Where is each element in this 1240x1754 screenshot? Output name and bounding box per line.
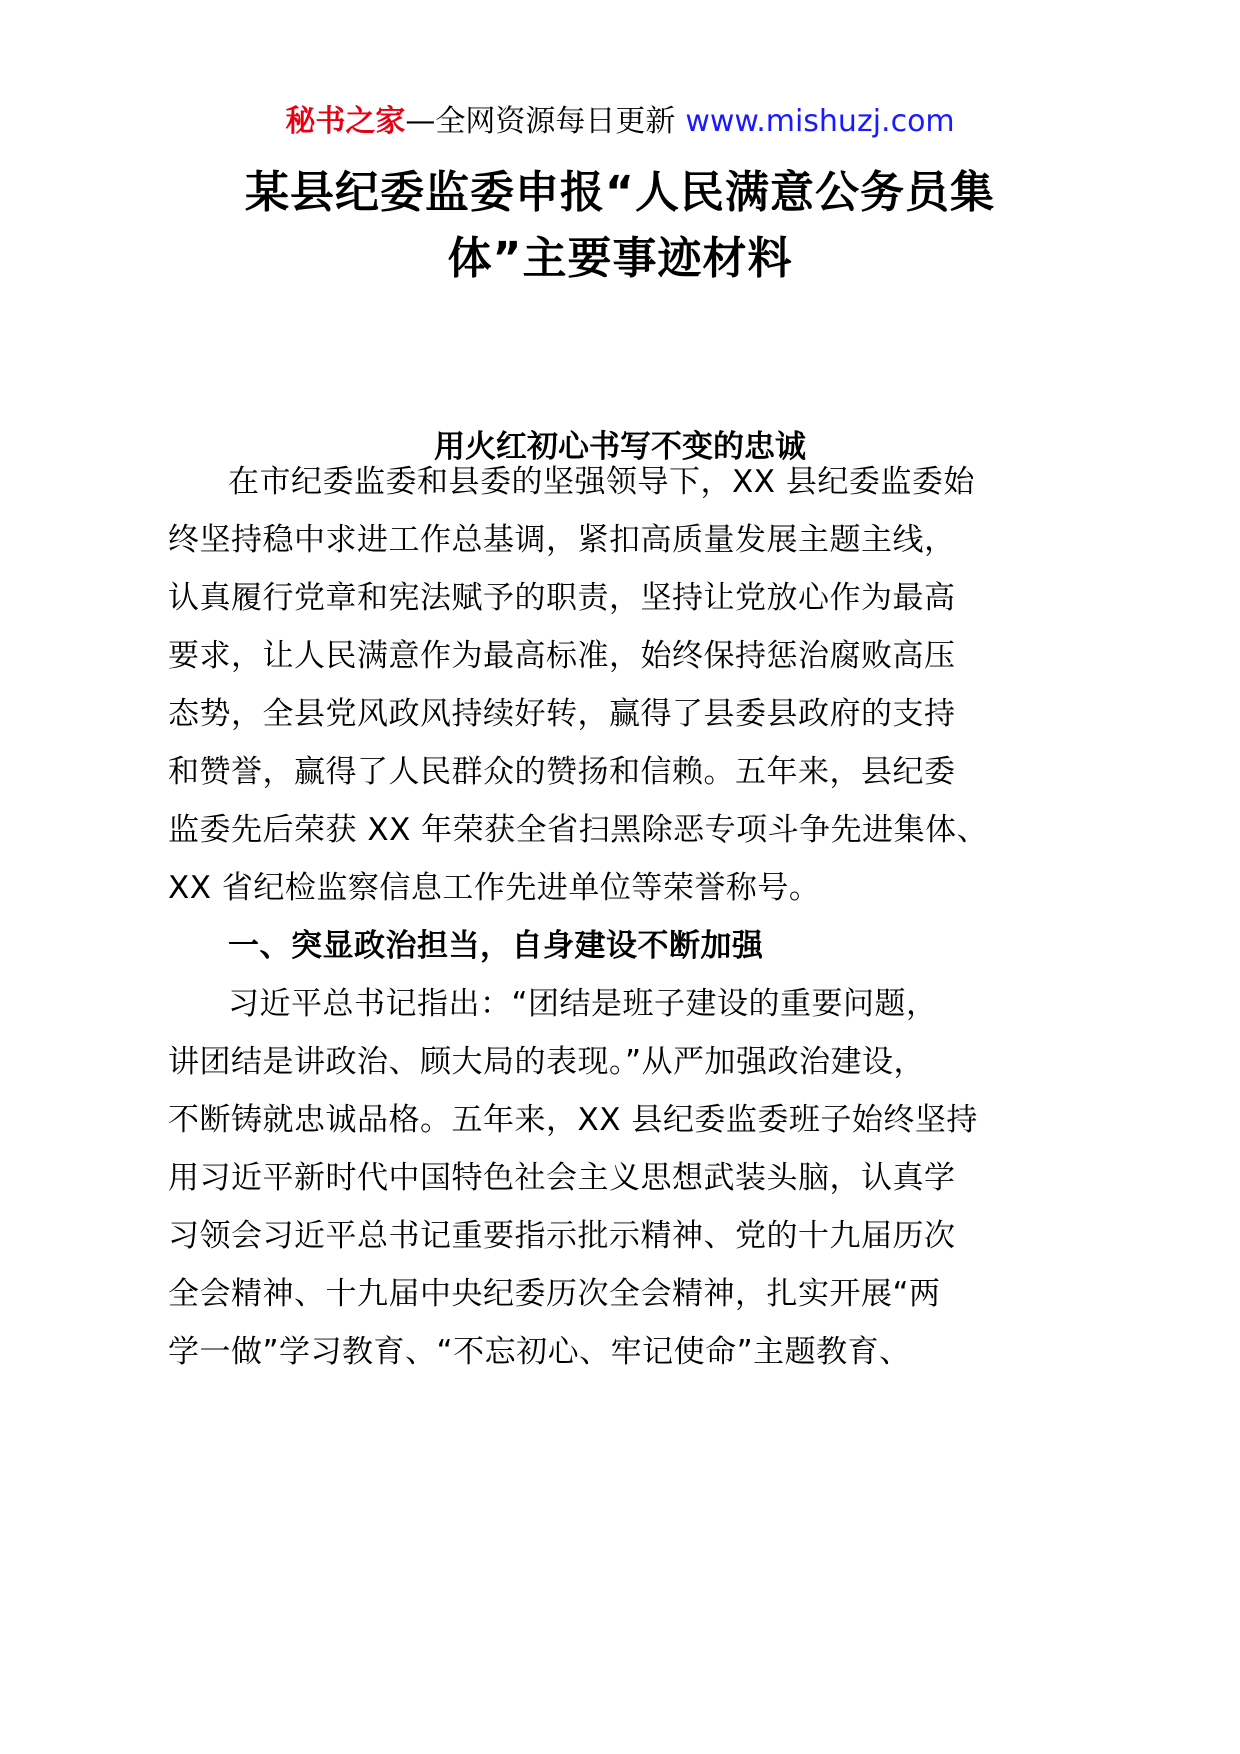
body-line: 要求，让人民满意作为最高标准，始终保持惩治腐败高压 — [168, 638, 956, 674]
body-line: 用习近平新时代中国特色社会主义思想武装头脑，认真学 — [168, 1160, 956, 1196]
title-line-1: 某县纪委监委申报“人民满意公务员集 — [245, 167, 995, 218]
body-line: 监委先后荣获 XX 年荣获全省扫黑除恶专项斗争先进集体、 — [168, 812, 989, 848]
header-tagline: —全网资源每日更新 — [405, 104, 676, 139]
body-line: 态势，全县党风政风持续好转，赢得了县委县政府的支持 — [168, 696, 956, 732]
body-line: 习领会习近平总书记重要指示批示精神、党的十九届历次 — [168, 1218, 956, 1254]
body-line: 终坚持稳中求进工作总基调，紧扣高质量发展主题主线， — [168, 522, 956, 558]
title-line-2: 体”主要事迹材料 — [447, 233, 793, 284]
body-line: XX 省纪检监察信息工作先进单位等荣誉称号。 — [168, 870, 821, 906]
document-subtitle: 用火红初心书写不变的忠诚 — [434, 429, 806, 465]
body-line: 在市纪委监委和县委的坚强领导下，XX 县纪委监委始 — [228, 464, 975, 500]
body-line: 习近平总书记指出：“团结是班子建设的重要问题， — [228, 986, 938, 1022]
body-line: 不断铸就忠诚品格。五年来，XX 县纪委监委班子始终坚持 — [168, 1102, 978, 1138]
body-line: 全会精神、十九届中央纪委历次全会精神，扎实开展“两 — [168, 1276, 941, 1312]
body-line: 学一做”学习教育、“不忘初心、牢记使命”主题教育、 — [168, 1334, 911, 1370]
site-header — [0, 100, 1240, 144]
body-line: 讲团结是讲政治、顾大局的表现。”从严加强政治建设， — [168, 1044, 926, 1080]
body-line: 和赞誉，赢得了人民群众的赞扬和信赖。五年来，县纪委 — [168, 754, 956, 790]
brand-name: 秘书之家 — [285, 104, 406, 139]
body-line: 认真履行党章和宪法赋予的职责，坚持让党放心作为最高 — [168, 580, 956, 616]
site-url-link[interactable]: www.mishuzj.com — [685, 104, 955, 139]
document-title — [0, 160, 1240, 292]
section-heading: 一、突显政治担当，自身建设不断加强 — [228, 928, 764, 964]
